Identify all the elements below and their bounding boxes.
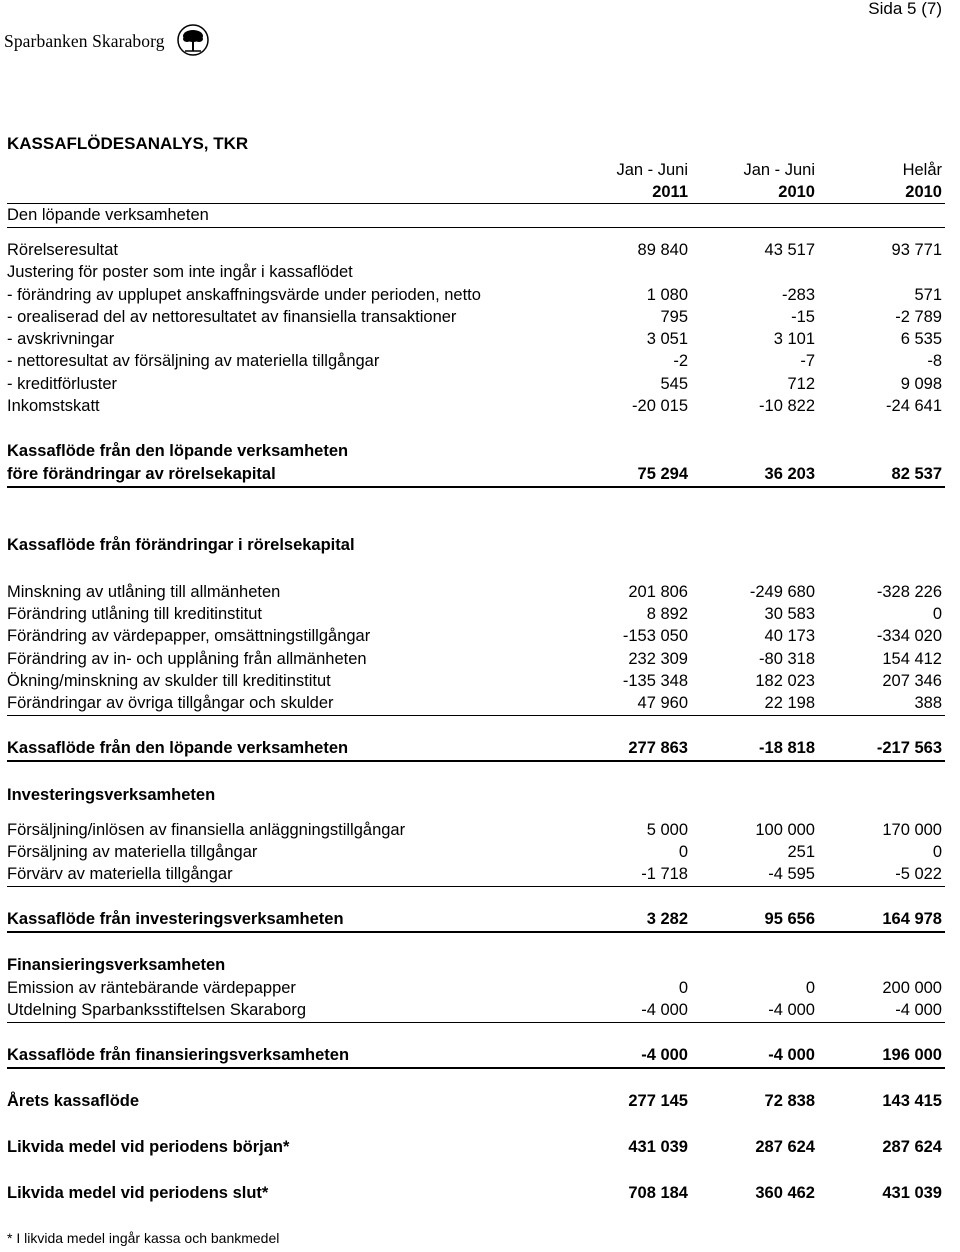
section-divider	[7, 227, 945, 228]
section-heading-label: Finansieringsverksamheten	[7, 956, 226, 974]
row-value-c2: 95 656	[764, 910, 815, 928]
subtotal-divider	[7, 486, 945, 488]
section-divider	[7, 886, 945, 887]
row-value-c2: -4 000	[768, 1001, 815, 1019]
table-row	[7, 977, 945, 999]
row-value-c3: 200 000	[882, 979, 942, 997]
section-heading-working-capital	[7, 534, 945, 556]
row-value-c1: 431 039	[628, 1138, 688, 1156]
row-value-c1: -153 050	[622, 627, 688, 645]
row-value-c1: 89 840	[637, 241, 688, 259]
row-value-c3: -334 020	[876, 627, 942, 645]
row-label: Rörelseresultat	[7, 241, 118, 259]
row-label: Förändring av värdepapper, omsättningstillgångar	[7, 627, 371, 645]
row-value-c1: -4 000	[641, 1001, 688, 1019]
document-title: KASSAFLÖDESANALYS, TKR	[7, 134, 249, 153]
table-row	[7, 863, 945, 885]
row-value-c3: 388	[914, 694, 942, 712]
row-label: Förvärv av materiella tillgångar	[7, 865, 233, 883]
row-value-c1: -2	[673, 352, 688, 370]
table-row	[7, 373, 945, 395]
row-value-c2: 182 023	[755, 672, 815, 690]
row-label: Kassaflöde från finansieringsverksamheten	[7, 1046, 350, 1064]
row-value-c1: 1 080	[646, 286, 688, 304]
row-value-c2: 251	[787, 843, 815, 861]
row-value-c3: 93 771	[891, 241, 942, 259]
row-value-c3: 287 624	[882, 1138, 942, 1156]
section-heading-operating	[7, 204, 945, 226]
row-value-c3: -24 641	[886, 397, 942, 415]
row-value-c3: 0	[932, 605, 942, 623]
row-label: Kassaflöde från den löpande verksamheten	[7, 739, 349, 757]
row-value-c2: 36 203	[764, 465, 815, 483]
column-header-row-2	[7, 181, 945, 203]
row-value-c3: 0	[932, 843, 942, 861]
row-label: - orealiserad del av nettoresultatet av finansiella transaktioner	[7, 308, 457, 326]
row-value-c2: 30 583	[764, 605, 815, 623]
row-value-c1: 277 863	[628, 739, 688, 757]
row-value-c2: 22 198	[764, 694, 815, 712]
table-row	[7, 819, 945, 841]
row-label: Minskning av utlåning till allmänheten	[7, 583, 281, 601]
row-label: Inkomstskatt	[7, 397, 100, 415]
section-heading-investing	[7, 784, 945, 806]
row-label: Justering för poster som inte ingår i kassaflödet	[7, 263, 353, 281]
table-row	[7, 999, 945, 1021]
row-label: Likvida medel vid periodens början*	[7, 1138, 290, 1156]
row-value-c2: 43 517	[764, 241, 815, 259]
row-value-c3: 207 346	[882, 672, 942, 690]
row-value-c2: -80 318	[759, 650, 815, 668]
year-cashflow-row	[7, 1090, 945, 1112]
row-label: Årets kassaflöde	[7, 1092, 140, 1110]
logo-text: Sparbanken Skaraborg	[4, 30, 165, 51]
section-heading-financing	[7, 954, 945, 976]
row-value-c2: 100 000	[755, 821, 815, 839]
total-divider	[7, 760, 945, 762]
table-row	[7, 841, 945, 863]
row-value-c3: 196 000	[882, 1046, 942, 1064]
row-label: Förändring av in- och upplåning från allmänheten	[7, 650, 367, 668]
row-value-c1: -1 718	[641, 865, 688, 883]
row-value-c2: -4 595	[768, 865, 815, 883]
section-divider	[7, 715, 945, 716]
total-row	[7, 737, 945, 759]
row-value-c1: 0	[678, 979, 688, 997]
row-value-c3: 82 537	[891, 465, 942, 483]
table-row	[7, 284, 945, 306]
subtotal-row	[7, 463, 945, 485]
row-value-c3: 154 412	[882, 650, 942, 668]
footnote: * I likvida medel ingår kassa och bankmedel	[7, 1230, 280, 1246]
row-value-c3: 164 978	[882, 910, 942, 928]
col1-period: Jan - Juni	[616, 161, 688, 179]
table-row	[7, 625, 945, 647]
row-value-c3: 571	[914, 286, 942, 304]
row-value-c3: 170 000	[882, 821, 942, 839]
row-value-c1: 0	[678, 843, 688, 861]
row-value-c1: 545	[660, 375, 688, 393]
row-label: Ökning/minskning av skulder till kreditinstitut	[7, 672, 331, 690]
row-value-c1: 3 282	[646, 910, 688, 928]
table-row	[7, 581, 945, 603]
section-heading-label: Investeringsverksamheten	[7, 786, 216, 804]
row-label: - nettoresultat av försäljning av materiella tillgångar	[7, 352, 380, 370]
row-value-c3: 9 098	[900, 375, 942, 393]
row-value-c1: -4 000	[641, 1046, 688, 1064]
total-row	[7, 908, 945, 930]
table-row	[7, 239, 945, 261]
row-label: Försäljning/inlösen av finansiella anläggningstillgångar	[7, 821, 406, 839]
table-row	[7, 306, 945, 328]
row-value-c2: 360 462	[755, 1184, 815, 1202]
row-label: Förändring utlåning till kreditinstitut	[7, 605, 262, 623]
row-value-c2: 3 101	[773, 330, 815, 348]
row-label: - avskrivningar	[7, 330, 115, 348]
col1-year: 2011	[652, 183, 688, 201]
row-value-c1: 201 806	[628, 583, 688, 601]
row-label: Utdelning Sparbanksstiftelsen Skaraborg	[7, 1001, 307, 1019]
oak-tree-emblem-icon	[175, 24, 211, 58]
row-label: Kassaflöde från investeringsverksamheten	[7, 910, 344, 928]
row-value-c2: 40 173	[764, 627, 815, 645]
row-value-c1: 8 892	[646, 605, 688, 623]
row-value-c3: 6 535	[900, 330, 942, 348]
row-label: Emission av räntebärande värdepapper	[7, 979, 296, 997]
bank-logo	[4, 24, 211, 58]
table-row	[7, 603, 945, 625]
section-divider	[7, 1022, 945, 1023]
table-row	[7, 261, 945, 283]
subtotal-heading-row	[7, 440, 945, 462]
cash-end-row	[7, 1182, 945, 1204]
table-row	[7, 648, 945, 670]
row-value-c3: -5 022	[895, 865, 942, 883]
row-value-c2: 712	[787, 375, 815, 393]
section-heading-label: Kassaflöde från förändringar i rörelsekapital	[7, 536, 355, 554]
row-value-c1: 5 000	[646, 821, 688, 839]
row-value-c3: -4 000	[895, 1001, 942, 1019]
row-value-c1: 795	[660, 308, 688, 326]
row-value-c3: 143 415	[882, 1092, 942, 1110]
col2-year: 2010	[778, 183, 815, 201]
row-value-c2: -18 818	[759, 739, 815, 757]
row-value-c2: 0	[805, 979, 815, 997]
row-value-c1: 708 184	[628, 1184, 688, 1202]
row-value-c1: 3 051	[646, 330, 688, 348]
row-value-c3: -217 563	[876, 739, 942, 757]
col3-year: 2010	[905, 183, 942, 201]
row-value-c1: 277 145	[628, 1092, 688, 1110]
row-label: - förändring av upplupet anskaffningsvärde under perioden, netto	[7, 286, 481, 304]
total-divider	[7, 931, 945, 933]
table-row	[7, 692, 945, 714]
row-value-c1: -135 348	[622, 672, 688, 690]
row-label: - kreditförluster	[7, 375, 118, 393]
row-label: Förändringar av övriga tillgångar och skulder	[7, 694, 334, 712]
total-row	[7, 1044, 945, 1066]
row-value-c2: 287 624	[755, 1138, 815, 1156]
row-value-c3: -2 789	[895, 308, 942, 326]
row-value-c2: -7	[800, 352, 815, 370]
col2-period: Jan - Juni	[743, 161, 815, 179]
cash-start-row	[7, 1136, 945, 1158]
row-value-c2: -10 822	[759, 397, 815, 415]
col3-period: Helår	[902, 161, 942, 179]
row-value-c1: -20 015	[632, 397, 688, 415]
row-value-c2: -15	[791, 308, 815, 326]
row-label: Försäljning av materiella tillgångar	[7, 843, 258, 861]
row-value-c2: -249 680	[749, 583, 815, 601]
row-label: före förändringar av rörelsekapital	[7, 465, 276, 483]
row-value-c3: -8	[927, 352, 942, 370]
row-value-c1: 47 960	[637, 694, 688, 712]
table-row	[7, 670, 945, 692]
column-header-row-1	[7, 159, 945, 181]
row-value-c3: -328 226	[876, 583, 942, 601]
section-heading-label: Den löpande verksamheten	[7, 206, 209, 224]
row-value-c1: 232 309	[628, 650, 688, 668]
row-value-c2: -283	[781, 286, 815, 304]
subtotal-heading-label: Kassaflöde från den löpande verksamheten	[7, 442, 349, 460]
row-value-c2: -4 000	[768, 1046, 815, 1064]
row-label: Likvida medel vid periodens slut*	[7, 1184, 269, 1202]
page-number: Sida 5 (7)	[868, 0, 942, 18]
table-row	[7, 350, 945, 372]
total-divider	[7, 1067, 945, 1069]
row-value-c1: 75 294	[637, 465, 688, 483]
table-row	[7, 328, 945, 350]
row-value-c3: 431 039	[882, 1184, 942, 1202]
table-row	[7, 395, 945, 417]
row-value-c2: 72 838	[764, 1092, 815, 1110]
